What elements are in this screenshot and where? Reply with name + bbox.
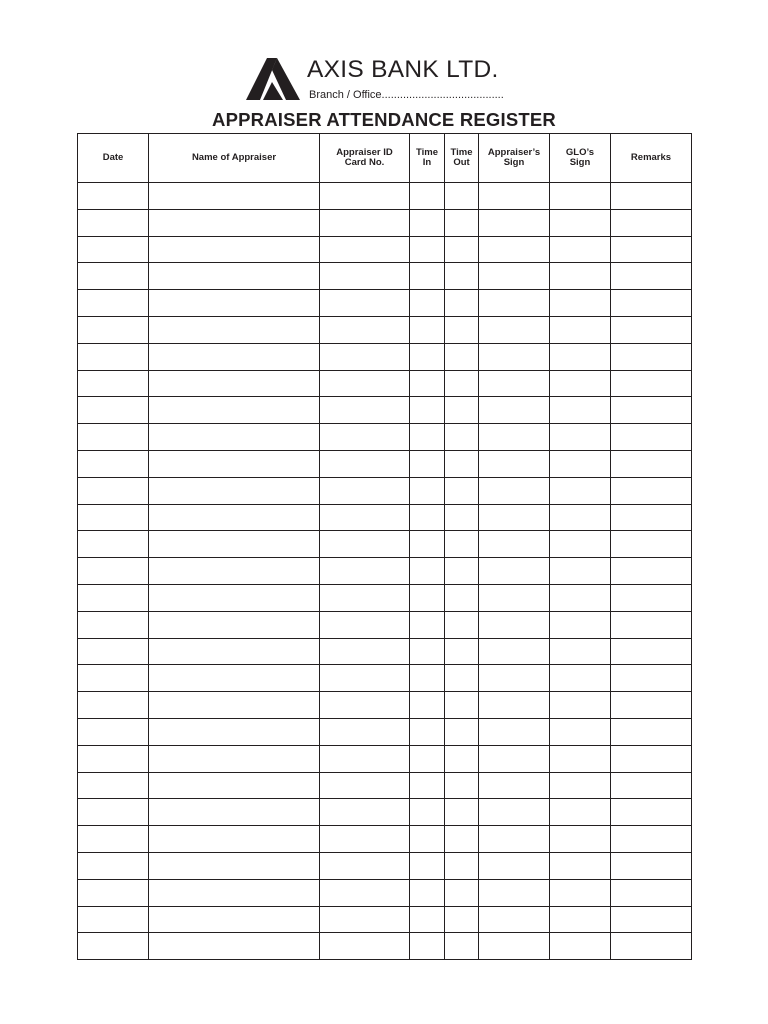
blank-cell	[320, 397, 410, 424]
blank-cell	[78, 477, 149, 504]
blank-cell	[320, 665, 410, 692]
blank-cell	[149, 504, 320, 531]
blank-cell	[611, 772, 692, 799]
table-row	[78, 424, 692, 451]
blank-cell	[550, 638, 611, 665]
blank-cell	[149, 692, 320, 719]
blank-cell	[445, 183, 479, 210]
blank-cell	[78, 718, 149, 745]
table-row	[78, 772, 692, 799]
axis-bank-logo-icon	[246, 58, 300, 100]
blank-cell	[410, 584, 445, 611]
blank-cell	[611, 611, 692, 638]
blank-cell	[410, 879, 445, 906]
blank-cell	[149, 236, 320, 263]
blank-cell	[445, 209, 479, 236]
blank-cell	[611, 638, 692, 665]
blank-cell	[445, 638, 479, 665]
blank-cell	[320, 692, 410, 719]
blank-cell	[410, 397, 445, 424]
blank-cell	[611, 183, 692, 210]
table-row	[78, 263, 692, 290]
blank-cell	[611, 584, 692, 611]
blank-cell	[149, 343, 320, 370]
blank-cell	[611, 477, 692, 504]
blank-cell	[410, 638, 445, 665]
blank-cell	[445, 343, 479, 370]
bank-name: AXIS BANK LTD.	[307, 56, 499, 83]
blank-cell	[479, 343, 550, 370]
blank-cell	[78, 933, 149, 960]
table-row	[78, 799, 692, 826]
column-header-date: Date	[78, 134, 149, 183]
blank-cell	[410, 236, 445, 263]
blank-cell	[410, 665, 445, 692]
table-row	[78, 826, 692, 853]
blank-cell	[550, 504, 611, 531]
blank-cell	[78, 183, 149, 210]
table-row	[78, 316, 692, 343]
table-row	[78, 343, 692, 370]
blank-cell	[445, 424, 479, 451]
blank-cell	[149, 316, 320, 343]
table-row	[78, 852, 692, 879]
blank-cell	[611, 826, 692, 853]
blank-cell	[320, 236, 410, 263]
blank-cell	[78, 638, 149, 665]
blank-cell	[78, 826, 149, 853]
blank-cell	[78, 450, 149, 477]
blank-cell	[479, 718, 550, 745]
blank-cell	[320, 263, 410, 290]
attendance-register-table	[77, 133, 692, 960]
blank-cell	[479, 424, 550, 451]
blank-cell	[320, 745, 410, 772]
blank-cell	[550, 879, 611, 906]
table-row	[78, 879, 692, 906]
blank-cell	[445, 477, 479, 504]
blank-cell	[550, 584, 611, 611]
blank-cell	[78, 745, 149, 772]
blank-cell	[445, 584, 479, 611]
blank-cell	[479, 290, 550, 317]
blank-cell	[410, 692, 445, 719]
blank-cell	[445, 370, 479, 397]
blank-cell	[611, 504, 692, 531]
blank-cell	[78, 692, 149, 719]
blank-cell	[479, 692, 550, 719]
blank-cell	[550, 236, 611, 263]
blank-cell	[149, 290, 320, 317]
blank-cell	[479, 183, 550, 210]
axis-triangle-logo-icon	[246, 58, 300, 100]
blank-cell	[445, 450, 479, 477]
blank-cell	[149, 370, 320, 397]
blank-cell	[320, 584, 410, 611]
blank-cell	[611, 397, 692, 424]
column-header-time-in: Time In	[410, 134, 445, 183]
blank-cell	[550, 263, 611, 290]
blank-cell	[445, 504, 479, 531]
blank-cell	[611, 799, 692, 826]
blank-cell	[78, 879, 149, 906]
blank-cell	[550, 933, 611, 960]
blank-cell	[149, 263, 320, 290]
blank-cell	[149, 477, 320, 504]
blank-cell	[611, 316, 692, 343]
table-row	[78, 611, 692, 638]
blank-cell	[445, 772, 479, 799]
blank-cell	[550, 826, 611, 853]
blank-cell	[445, 236, 479, 263]
blank-cell	[550, 343, 611, 370]
blank-cell	[611, 531, 692, 558]
blank-cell	[445, 290, 479, 317]
blank-cell	[479, 906, 550, 933]
blank-cell	[410, 933, 445, 960]
blank-cell	[320, 558, 410, 585]
blank-cell	[320, 290, 410, 317]
blank-cell	[410, 290, 445, 317]
blank-cell	[149, 665, 320, 692]
blank-cell	[410, 718, 445, 745]
blank-cell	[410, 343, 445, 370]
blank-cell	[78, 370, 149, 397]
blank-cell	[320, 879, 410, 906]
blank-cell	[550, 799, 611, 826]
blank-cell	[479, 263, 550, 290]
blank-cell	[445, 933, 479, 960]
blank-cell	[611, 665, 692, 692]
register-body	[78, 183, 692, 960]
table-row	[78, 450, 692, 477]
blank-cell	[149, 933, 320, 960]
blank-cell	[149, 799, 320, 826]
blank-cell	[611, 933, 692, 960]
table-row	[78, 236, 692, 263]
blank-cell	[149, 906, 320, 933]
blank-cell	[320, 826, 410, 853]
blank-cell	[78, 343, 149, 370]
blank-cell	[445, 852, 479, 879]
blank-cell	[78, 558, 149, 585]
blank-cell	[611, 718, 692, 745]
blank-cell	[320, 611, 410, 638]
blank-cell	[479, 236, 550, 263]
blank-cell	[479, 370, 550, 397]
blank-cell	[410, 477, 445, 504]
blank-cell	[550, 692, 611, 719]
blank-cell	[445, 611, 479, 638]
blank-cell	[550, 558, 611, 585]
blank-cell	[550, 477, 611, 504]
blank-cell	[445, 906, 479, 933]
blank-cell	[479, 316, 550, 343]
blank-cell	[611, 263, 692, 290]
blank-cell	[479, 477, 550, 504]
blank-cell	[320, 370, 410, 397]
blank-cell	[479, 852, 550, 879]
blank-cell	[78, 236, 149, 263]
blank-cell	[550, 183, 611, 210]
blank-cell	[611, 450, 692, 477]
blank-cell	[320, 343, 410, 370]
blank-cell	[78, 397, 149, 424]
blank-cell	[320, 799, 410, 826]
table-row	[78, 370, 692, 397]
blank-cell	[550, 718, 611, 745]
blank-cell	[149, 745, 320, 772]
blank-cell	[479, 504, 550, 531]
column-header-appraiser-sign: Appraiser’s Sign	[479, 134, 550, 183]
blank-cell	[410, 772, 445, 799]
blank-cell	[611, 236, 692, 263]
column-header-glo-sign: GLO’s Sign	[550, 134, 611, 183]
blank-cell	[149, 450, 320, 477]
blank-cell	[479, 584, 550, 611]
blank-cell	[78, 906, 149, 933]
blank-cell	[320, 424, 410, 451]
document-header	[0, 0, 768, 134]
blank-cell	[320, 477, 410, 504]
blank-cell	[550, 316, 611, 343]
table-row	[78, 933, 692, 960]
blank-cell	[445, 558, 479, 585]
blank-cell	[410, 531, 445, 558]
blank-cell	[78, 852, 149, 879]
blank-cell	[479, 933, 550, 960]
table-row	[78, 183, 692, 210]
blank-cell	[320, 316, 410, 343]
blank-cell	[149, 772, 320, 799]
blank-cell	[410, 745, 445, 772]
table-row	[78, 745, 692, 772]
blank-cell	[550, 424, 611, 451]
table-row	[78, 558, 692, 585]
blank-cell	[78, 531, 149, 558]
blank-cell	[550, 852, 611, 879]
blank-cell	[445, 397, 479, 424]
blank-cell	[550, 906, 611, 933]
blank-cell	[611, 906, 692, 933]
blank-cell	[611, 343, 692, 370]
blank-cell	[479, 665, 550, 692]
blank-cell	[78, 290, 149, 317]
blank-cell	[550, 209, 611, 236]
blank-cell	[445, 718, 479, 745]
blank-cell	[149, 424, 320, 451]
blank-cell	[320, 450, 410, 477]
blank-cell	[78, 504, 149, 531]
table-row	[78, 477, 692, 504]
blank-cell	[445, 826, 479, 853]
table-row	[78, 638, 692, 665]
blank-cell	[550, 611, 611, 638]
blank-cell	[445, 316, 479, 343]
blank-cell	[479, 879, 550, 906]
blank-cell	[78, 799, 149, 826]
blank-cell	[479, 558, 550, 585]
blank-cell	[479, 826, 550, 853]
table-row	[78, 209, 692, 236]
blank-cell	[479, 611, 550, 638]
blank-cell	[550, 370, 611, 397]
blank-cell	[78, 584, 149, 611]
column-header-remarks: Remarks	[611, 134, 692, 183]
blank-cell	[410, 450, 445, 477]
blank-cell	[445, 531, 479, 558]
column-header-id-card: Appraiser ID Card No.	[320, 134, 410, 183]
blank-cell	[410, 558, 445, 585]
blank-cell	[550, 290, 611, 317]
blank-cell	[611, 745, 692, 772]
blank-cell	[550, 450, 611, 477]
blank-cell	[410, 209, 445, 236]
blank-cell	[320, 183, 410, 210]
blank-cell	[479, 397, 550, 424]
blank-cell	[479, 531, 550, 558]
blank-cell	[410, 826, 445, 853]
blank-cell	[149, 879, 320, 906]
blank-cell	[149, 183, 320, 210]
table-row	[78, 692, 692, 719]
blank-cell	[611, 424, 692, 451]
blank-cell	[611, 558, 692, 585]
blank-cell	[550, 531, 611, 558]
blank-cell	[410, 263, 445, 290]
blank-cell	[320, 531, 410, 558]
blank-cell	[479, 638, 550, 665]
blank-cell	[320, 852, 410, 879]
document-title: APPRAISER ATTENDANCE REGISTER	[212, 109, 556, 130]
blank-cell	[149, 826, 320, 853]
blank-cell	[410, 370, 445, 397]
blank-cell	[410, 424, 445, 451]
blank-cell	[410, 504, 445, 531]
blank-cell	[78, 665, 149, 692]
blank-cell	[611, 879, 692, 906]
blank-cell	[479, 772, 550, 799]
blank-cell	[149, 558, 320, 585]
blank-cell	[410, 799, 445, 826]
blank-cell	[445, 692, 479, 719]
table-row	[78, 584, 692, 611]
blank-cell	[410, 611, 445, 638]
blank-cell	[149, 531, 320, 558]
blank-cell	[445, 799, 479, 826]
blank-cell	[611, 209, 692, 236]
blank-cell	[445, 879, 479, 906]
table-row	[78, 906, 692, 933]
blank-cell	[320, 933, 410, 960]
table-row	[78, 504, 692, 531]
table-row	[78, 397, 692, 424]
table-row	[78, 290, 692, 317]
blank-cell	[410, 183, 445, 210]
blank-cell	[479, 209, 550, 236]
blank-cell	[320, 638, 410, 665]
blank-cell	[479, 745, 550, 772]
blank-cell	[410, 852, 445, 879]
blank-cell	[550, 745, 611, 772]
blank-cell	[611, 290, 692, 317]
blank-cell	[149, 852, 320, 879]
table-row	[78, 718, 692, 745]
column-header-time-out: Time Out	[445, 134, 479, 183]
table-row	[78, 665, 692, 692]
blank-cell	[78, 611, 149, 638]
branch-office-field: Branch / Office........................................	[309, 89, 504, 101]
blank-cell	[479, 799, 550, 826]
blank-cell	[149, 397, 320, 424]
blank-cell	[410, 316, 445, 343]
blank-cell	[445, 745, 479, 772]
blank-cell	[611, 692, 692, 719]
blank-cell	[611, 370, 692, 397]
blank-cell	[320, 906, 410, 933]
blank-cell	[550, 665, 611, 692]
blank-cell	[479, 450, 550, 477]
blank-cell	[149, 611, 320, 638]
blank-cell	[550, 772, 611, 799]
blank-cell	[550, 397, 611, 424]
column-header-name: Name of Appraiser	[149, 134, 320, 183]
blank-cell	[445, 263, 479, 290]
blank-cell	[78, 209, 149, 236]
blank-cell	[149, 209, 320, 236]
blank-cell	[320, 772, 410, 799]
table-row	[78, 531, 692, 558]
blank-cell	[445, 665, 479, 692]
table-header-row	[78, 134, 692, 183]
blank-cell	[78, 263, 149, 290]
blank-cell	[78, 424, 149, 451]
blank-cell	[320, 718, 410, 745]
blank-cell	[611, 852, 692, 879]
blank-cell	[78, 316, 149, 343]
blank-cell	[410, 906, 445, 933]
blank-cell	[320, 209, 410, 236]
blank-cell	[149, 718, 320, 745]
blank-cell	[149, 584, 320, 611]
blank-cell	[149, 638, 320, 665]
blank-cell	[78, 772, 149, 799]
blank-cell	[320, 504, 410, 531]
